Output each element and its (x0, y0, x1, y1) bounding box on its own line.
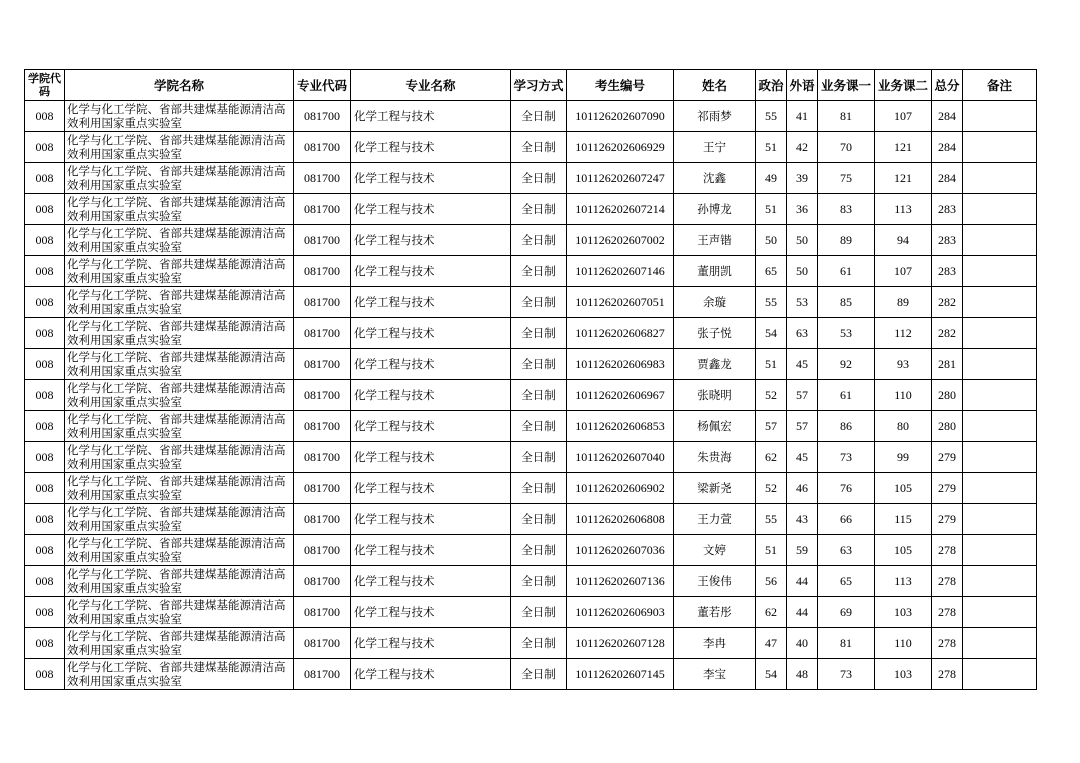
table-row (25, 132, 1037, 163)
cell-study-mode: 全日制 (511, 628, 567, 659)
cell-total: 279 (932, 473, 963, 504)
cell-total: 283 (932, 256, 963, 287)
header-name: 姓名 (674, 70, 756, 101)
cell-college-name: 化学与化工学院、省部共建煤基能源清洁高效利用国家重点实验室 (65, 504, 294, 535)
cell-politics: 55 (756, 504, 787, 535)
admission-score-table (24, 69, 1037, 690)
cell-exam-id: 101126202607145 (567, 659, 674, 690)
cell-politics: 52 (756, 380, 787, 411)
cell-foreign-language: 41 (787, 101, 818, 132)
header-politics: 政治 (756, 70, 787, 101)
cell-foreign-language: 63 (787, 318, 818, 349)
cell-major-name: 化学工程与技术 (351, 504, 511, 535)
cell-remarks (963, 380, 1037, 411)
header-remarks: 备注 (963, 70, 1037, 101)
cell-total: 278 (932, 659, 963, 690)
cell-subject-2: 105 (875, 535, 932, 566)
cell-subject-1: 92 (818, 349, 875, 380)
cell-total: 282 (932, 287, 963, 318)
cell-major-name: 化学工程与技术 (351, 411, 511, 442)
cell-college-code: 008 (25, 194, 65, 225)
cell-remarks (963, 132, 1037, 163)
cell-exam-id: 101126202607036 (567, 535, 674, 566)
cell-foreign-language: 48 (787, 659, 818, 690)
cell-subject-2: 113 (875, 566, 932, 597)
cell-college-name: 化学与化工学院、省部共建煤基能源清洁高效利用国家重点实验室 (65, 318, 294, 349)
cell-college-code: 008 (25, 659, 65, 690)
header-subject-1: 业务课一 (818, 70, 875, 101)
cell-major-code: 081700 (294, 256, 351, 287)
cell-name: 张晓明 (674, 380, 756, 411)
cell-major-code: 081700 (294, 535, 351, 566)
cell-remarks (963, 101, 1037, 132)
cell-major-name: 化学工程与技术 (351, 287, 511, 318)
table-row (25, 659, 1037, 690)
cell-study-mode: 全日制 (511, 318, 567, 349)
cell-politics: 62 (756, 597, 787, 628)
table-row (25, 101, 1037, 132)
cell-college-code: 008 (25, 132, 65, 163)
cell-major-name: 化学工程与技术 (351, 194, 511, 225)
cell-exam-id: 101126202606983 (567, 349, 674, 380)
table-row (25, 442, 1037, 473)
cell-major-name: 化学工程与技术 (351, 256, 511, 287)
table-row (25, 628, 1037, 659)
cell-politics: 55 (756, 101, 787, 132)
cell-major-name: 化学工程与技术 (351, 349, 511, 380)
cell-exam-id: 101126202607051 (567, 287, 674, 318)
cell-exam-id: 101126202607146 (567, 256, 674, 287)
cell-subject-2: 107 (875, 256, 932, 287)
cell-subject-2: 103 (875, 597, 932, 628)
cell-major-name: 化学工程与技术 (351, 473, 511, 504)
cell-exam-id: 101126202607128 (567, 628, 674, 659)
cell-name: 祁雨梦 (674, 101, 756, 132)
table-header (25, 70, 1037, 101)
table-row (25, 225, 1037, 256)
cell-college-name: 化学与化工学院、省部共建煤基能源清洁高效利用国家重点实验室 (65, 287, 294, 318)
cell-study-mode: 全日制 (511, 411, 567, 442)
cell-major-name: 化学工程与技术 (351, 225, 511, 256)
table-row (25, 287, 1037, 318)
cell-college-name: 化学与化工学院、省部共建煤基能源清洁高效利用国家重点实验室 (65, 628, 294, 659)
table-row (25, 566, 1037, 597)
cell-foreign-language: 50 (787, 256, 818, 287)
cell-college-code: 008 (25, 256, 65, 287)
cell-subject-2: 103 (875, 659, 932, 690)
cell-foreign-language: 44 (787, 597, 818, 628)
cell-politics: 51 (756, 349, 787, 380)
cell-name: 文婷 (674, 535, 756, 566)
cell-subject-2: 115 (875, 504, 932, 535)
cell-subject-1: 65 (818, 566, 875, 597)
cell-remarks (963, 473, 1037, 504)
cell-exam-id: 101126202606902 (567, 473, 674, 504)
header-exam-id: 考生编号 (567, 70, 674, 101)
cell-subject-1: 73 (818, 659, 875, 690)
cell-major-name: 化学工程与技术 (351, 380, 511, 411)
table-row (25, 318, 1037, 349)
cell-total: 280 (932, 411, 963, 442)
cell-subject-2: 99 (875, 442, 932, 473)
cell-college-code: 008 (25, 318, 65, 349)
cell-major-code: 081700 (294, 287, 351, 318)
cell-politics: 57 (756, 411, 787, 442)
cell-total: 284 (932, 163, 963, 194)
cell-remarks (963, 256, 1037, 287)
cell-major-code: 081700 (294, 566, 351, 597)
cell-college-code: 008 (25, 442, 65, 473)
cell-college-code: 008 (25, 473, 65, 504)
cell-exam-id: 101126202607136 (567, 566, 674, 597)
cell-foreign-language: 46 (787, 473, 818, 504)
cell-total: 283 (932, 194, 963, 225)
cell-subject-2: 113 (875, 194, 932, 225)
cell-subject-1: 81 (818, 101, 875, 132)
cell-major-code: 081700 (294, 349, 351, 380)
cell-college-code: 008 (25, 101, 65, 132)
cell-major-name: 化学工程与技术 (351, 101, 511, 132)
cell-total: 278 (932, 628, 963, 659)
cell-college-name: 化学与化工学院、省部共建煤基能源清洁高效利用国家重点实验室 (65, 380, 294, 411)
cell-college-code: 008 (25, 504, 65, 535)
cell-college-name: 化学与化工学院、省部共建煤基能源清洁高效利用国家重点实验室 (65, 411, 294, 442)
cell-politics: 62 (756, 442, 787, 473)
cell-major-code: 081700 (294, 411, 351, 442)
cell-name: 李冉 (674, 628, 756, 659)
cell-college-code: 008 (25, 628, 65, 659)
cell-major-code: 081700 (294, 597, 351, 628)
cell-foreign-language: 45 (787, 442, 818, 473)
cell-study-mode: 全日制 (511, 380, 567, 411)
cell-major-name: 化学工程与技术 (351, 535, 511, 566)
cell-exam-id: 101126202606827 (567, 318, 674, 349)
cell-exam-id: 101126202607040 (567, 442, 674, 473)
cell-subject-1: 89 (818, 225, 875, 256)
cell-total: 284 (932, 132, 963, 163)
cell-subject-2: 105 (875, 473, 932, 504)
cell-subject-1: 85 (818, 287, 875, 318)
cell-study-mode: 全日制 (511, 473, 567, 504)
cell-study-mode: 全日制 (511, 659, 567, 690)
cell-subject-1: 81 (818, 628, 875, 659)
cell-foreign-language: 59 (787, 535, 818, 566)
cell-major-name: 化学工程与技术 (351, 659, 511, 690)
cell-college-name: 化学与化工学院、省部共建煤基能源清洁高效利用国家重点实验室 (65, 225, 294, 256)
cell-major-code: 081700 (294, 628, 351, 659)
cell-remarks (963, 411, 1037, 442)
cell-major-code: 081700 (294, 101, 351, 132)
cell-major-code: 081700 (294, 318, 351, 349)
cell-major-code: 081700 (294, 380, 351, 411)
cell-subject-2: 107 (875, 101, 932, 132)
cell-foreign-language: 50 (787, 225, 818, 256)
cell-study-mode: 全日制 (511, 442, 567, 473)
cell-subject-1: 53 (818, 318, 875, 349)
cell-college-name: 化学与化工学院、省部共建煤基能源清洁高效利用国家重点实验室 (65, 442, 294, 473)
table-row (25, 504, 1037, 535)
cell-college-name: 化学与化工学院、省部共建煤基能源清洁高效利用国家重点实验室 (65, 101, 294, 132)
cell-college-code: 008 (25, 597, 65, 628)
cell-college-name: 化学与化工学院、省部共建煤基能源清洁高效利用国家重点实验室 (65, 566, 294, 597)
cell-study-mode: 全日制 (511, 287, 567, 318)
cell-remarks (963, 597, 1037, 628)
cell-total: 278 (932, 597, 963, 628)
cell-foreign-language: 39 (787, 163, 818, 194)
cell-subject-2: 112 (875, 318, 932, 349)
cell-subject-2: 110 (875, 628, 932, 659)
cell-subject-1: 83 (818, 194, 875, 225)
table-row (25, 473, 1037, 504)
cell-total: 284 (932, 101, 963, 132)
cell-name: 王宁 (674, 132, 756, 163)
cell-exam-id: 101126202607214 (567, 194, 674, 225)
cell-politics: 49 (756, 163, 787, 194)
cell-major-code: 081700 (294, 132, 351, 163)
cell-politics: 51 (756, 132, 787, 163)
cell-name: 张子悦 (674, 318, 756, 349)
cell-subject-1: 75 (818, 163, 875, 194)
table-row (25, 349, 1037, 380)
cell-name: 贾鑫龙 (674, 349, 756, 380)
cell-foreign-language: 42 (787, 132, 818, 163)
cell-subject-1: 69 (818, 597, 875, 628)
cell-college-name: 化学与化工学院、省部共建煤基能源清洁高效利用国家重点实验室 (65, 535, 294, 566)
cell-major-code: 081700 (294, 659, 351, 690)
cell-politics: 54 (756, 659, 787, 690)
cell-study-mode: 全日制 (511, 101, 567, 132)
cell-subject-1: 61 (818, 380, 875, 411)
cell-remarks (963, 163, 1037, 194)
cell-name: 董朋凯 (674, 256, 756, 287)
cell-foreign-language: 43 (787, 504, 818, 535)
cell-college-name: 化学与化工学院、省部共建煤基能源清洁高效利用国家重点实验室 (65, 194, 294, 225)
cell-major-code: 081700 (294, 225, 351, 256)
cell-college-code: 008 (25, 380, 65, 411)
cell-foreign-language: 57 (787, 380, 818, 411)
cell-subject-2: 121 (875, 163, 932, 194)
cell-subject-2: 89 (875, 287, 932, 318)
header-total: 总分 (932, 70, 963, 101)
table-row (25, 411, 1037, 442)
cell-politics: 54 (756, 318, 787, 349)
cell-major-code: 081700 (294, 163, 351, 194)
cell-name: 余璇 (674, 287, 756, 318)
cell-subject-2: 94 (875, 225, 932, 256)
cell-college-name: 化学与化工学院、省部共建煤基能源清洁高效利用国家重点实验室 (65, 597, 294, 628)
cell-politics: 47 (756, 628, 787, 659)
cell-major-name: 化学工程与技术 (351, 628, 511, 659)
cell-exam-id: 101126202607247 (567, 163, 674, 194)
cell-name: 梁新尧 (674, 473, 756, 504)
cell-major-name: 化学工程与技术 (351, 566, 511, 597)
cell-subject-1: 61 (818, 256, 875, 287)
cell-politics: 51 (756, 535, 787, 566)
table-row (25, 597, 1037, 628)
table-body (25, 101, 1037, 690)
table-row (25, 163, 1037, 194)
cell-subject-1: 70 (818, 132, 875, 163)
cell-remarks (963, 504, 1037, 535)
cell-college-code: 008 (25, 163, 65, 194)
cell-exam-id: 101126202606853 (567, 411, 674, 442)
header-row (25, 70, 1037, 101)
cell-college-name: 化学与化工学院、省部共建煤基能源清洁高效利用国家重点实验室 (65, 473, 294, 504)
cell-foreign-language: 45 (787, 349, 818, 380)
cell-major-code: 081700 (294, 504, 351, 535)
cell-study-mode: 全日制 (511, 566, 567, 597)
cell-exam-id: 101126202606967 (567, 380, 674, 411)
cell-college-name: 化学与化工学院、省部共建煤基能源清洁高效利用国家重点实验室 (65, 256, 294, 287)
cell-remarks (963, 566, 1037, 597)
cell-remarks (963, 535, 1037, 566)
cell-major-name: 化学工程与技术 (351, 132, 511, 163)
cell-college-name: 化学与化工学院、省部共建煤基能源清洁高效利用国家重点实验室 (65, 349, 294, 380)
cell-study-mode: 全日制 (511, 504, 567, 535)
cell-foreign-language: 53 (787, 287, 818, 318)
cell-major-code: 081700 (294, 473, 351, 504)
cell-foreign-language: 36 (787, 194, 818, 225)
cell-major-name: 化学工程与技术 (351, 318, 511, 349)
cell-name: 王力萱 (674, 504, 756, 535)
cell-study-mode: 全日制 (511, 535, 567, 566)
cell-study-mode: 全日制 (511, 194, 567, 225)
cell-study-mode: 全日制 (511, 597, 567, 628)
cell-total: 281 (932, 349, 963, 380)
cell-study-mode: 全日制 (511, 256, 567, 287)
cell-remarks (963, 628, 1037, 659)
cell-major-code: 081700 (294, 194, 351, 225)
cell-name: 董若彤 (674, 597, 756, 628)
cell-exam-id: 101126202607090 (567, 101, 674, 132)
cell-college-code: 008 (25, 411, 65, 442)
cell-name: 朱贵海 (674, 442, 756, 473)
cell-study-mode: 全日制 (511, 132, 567, 163)
cell-politics: 56 (756, 566, 787, 597)
cell-major-code: 081700 (294, 442, 351, 473)
cell-politics: 52 (756, 473, 787, 504)
cell-subject-1: 63 (818, 535, 875, 566)
cell-subject-1: 86 (818, 411, 875, 442)
header-major-code: 专业代码 (294, 70, 351, 101)
cell-remarks (963, 318, 1037, 349)
cell-name: 王声锴 (674, 225, 756, 256)
cell-study-mode: 全日制 (511, 163, 567, 194)
cell-remarks (963, 442, 1037, 473)
cell-total: 280 (932, 380, 963, 411)
cell-exam-id: 101126202606808 (567, 504, 674, 535)
cell-total: 279 (932, 504, 963, 535)
cell-total: 283 (932, 225, 963, 256)
cell-subject-2: 121 (875, 132, 932, 163)
header-college-code: 学院代码 (25, 70, 65, 101)
cell-politics: 55 (756, 287, 787, 318)
cell-subject-2: 80 (875, 411, 932, 442)
cell-college-code: 008 (25, 287, 65, 318)
cell-politics: 51 (756, 194, 787, 225)
cell-total: 279 (932, 442, 963, 473)
cell-major-name: 化学工程与技术 (351, 597, 511, 628)
cell-college-name: 化学与化工学院、省部共建煤基能源清洁高效利用国家重点实验室 (65, 163, 294, 194)
cell-remarks (963, 194, 1037, 225)
table-row (25, 194, 1037, 225)
header-major-name: 专业名称 (351, 70, 511, 101)
cell-subject-1: 73 (818, 442, 875, 473)
table-row (25, 380, 1037, 411)
cell-name: 王俊伟 (674, 566, 756, 597)
cell-foreign-language: 57 (787, 411, 818, 442)
cell-college-name: 化学与化工学院、省部共建煤基能源清洁高效利用国家重点实验室 (65, 659, 294, 690)
cell-major-name: 化学工程与技术 (351, 442, 511, 473)
cell-remarks (963, 349, 1037, 380)
table-row (25, 256, 1037, 287)
cell-college-code: 008 (25, 535, 65, 566)
header-foreign-language: 外语 (787, 70, 818, 101)
cell-politics: 50 (756, 225, 787, 256)
cell-college-code: 008 (25, 349, 65, 380)
cell-total: 278 (932, 535, 963, 566)
cell-name: 沈鑫 (674, 163, 756, 194)
cell-study-mode: 全日制 (511, 349, 567, 380)
cell-name: 杨佩宏 (674, 411, 756, 442)
cell-total: 282 (932, 318, 963, 349)
cell-college-name: 化学与化工学院、省部共建煤基能源清洁高效利用国家重点实验室 (65, 132, 294, 163)
cell-major-name: 化学工程与技术 (351, 163, 511, 194)
cell-study-mode: 全日制 (511, 225, 567, 256)
header-subject-2: 业务课二 (875, 70, 932, 101)
cell-subject-2: 93 (875, 349, 932, 380)
header-college-name: 学院名称 (65, 70, 294, 101)
cell-college-code: 008 (25, 566, 65, 597)
cell-exam-id: 101126202607002 (567, 225, 674, 256)
header-study-mode: 学习方式 (511, 70, 567, 101)
cell-subject-1: 66 (818, 504, 875, 535)
cell-subject-1: 76 (818, 473, 875, 504)
cell-subject-2: 110 (875, 380, 932, 411)
table-row (25, 535, 1037, 566)
cell-politics: 65 (756, 256, 787, 287)
cell-remarks (963, 287, 1037, 318)
cell-remarks (963, 659, 1037, 690)
cell-foreign-language: 40 (787, 628, 818, 659)
cell-college-code: 008 (25, 225, 65, 256)
cell-foreign-language: 44 (787, 566, 818, 597)
cell-total: 278 (932, 566, 963, 597)
cell-remarks (963, 225, 1037, 256)
cell-exam-id: 101126202606929 (567, 132, 674, 163)
cell-name: 孙博龙 (674, 194, 756, 225)
cell-name: 李宝 (674, 659, 756, 690)
cell-exam-id: 101126202606903 (567, 597, 674, 628)
